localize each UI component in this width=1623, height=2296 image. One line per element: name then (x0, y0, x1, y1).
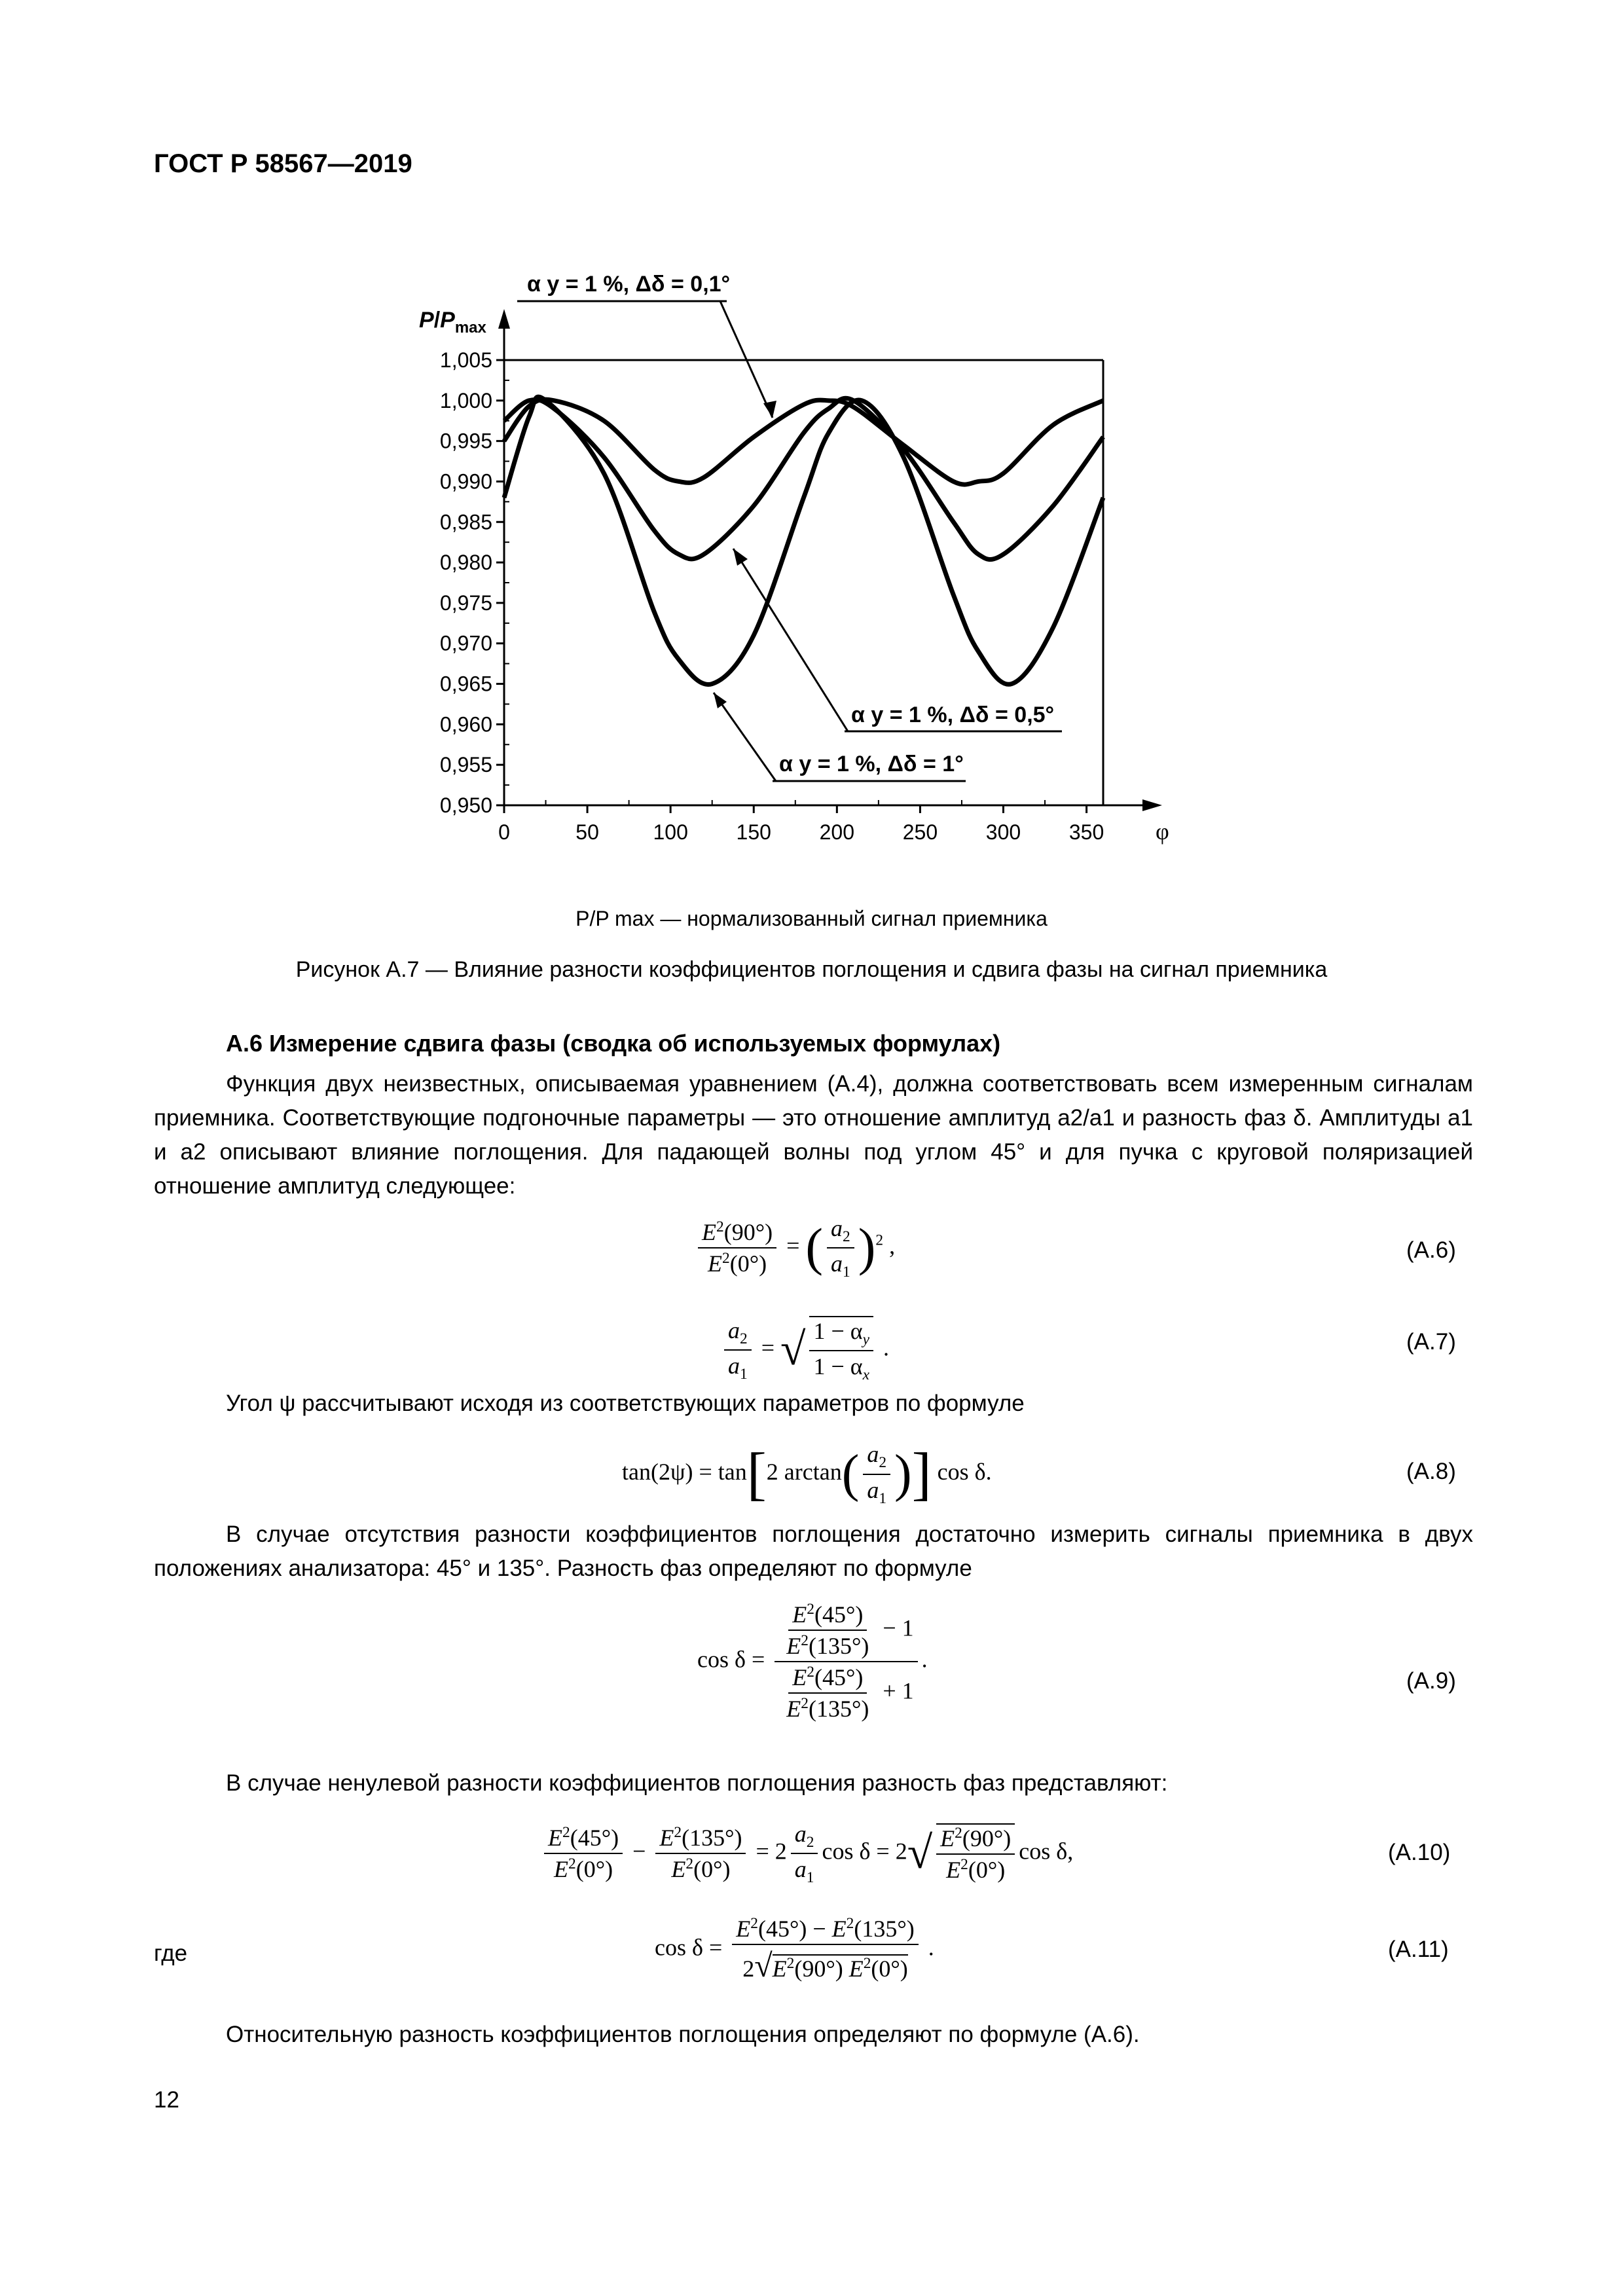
page-number: 12 (154, 2087, 179, 2113)
absorption-phase-chart (393, 275, 1178, 864)
equation-a8: tan(2ψ) = tan[2 arctan( $\frac{a_2}{a_1}$ )] cos δ. (622, 1441, 992, 1507)
annotation-leader-1 (714, 693, 776, 781)
paragraph-relative-difference: Относительную разность коэффициентов поглощения определяют по формуле (А.6). (226, 2022, 1140, 2047)
y-axis-label: $P/P_{max}$ (419, 308, 486, 337)
paragraph-nonzero-difference: В случае ненулевой разности коэффициентов поглощения разность фаз представляют: (226, 1770, 1168, 1796)
y-tick-label: 0,965 (439, 672, 492, 696)
figure-legend-note (0, 907, 1623, 931)
y-tick-label: 0,995 (439, 429, 492, 453)
annotation-arrow-01 (763, 401, 776, 418)
equation-number-a8: (А.8) (1406, 1459, 1456, 1484)
y-tick-label: 0,960 (439, 712, 492, 737)
paragraph-no-absorption-difference: В случае отсутствия разности коэффициентов поглощения достаточно измерить сигналы приемника в двух положениях анализатора: 45° и 135°. Разность фаз определяют по формуле (154, 1522, 1473, 1581)
series-line-3 (504, 397, 1103, 684)
annotation-arrow-1 (714, 693, 727, 708)
x-tick-label: 50 (575, 820, 599, 844)
annotation-arrow-05 (733, 549, 748, 566)
equation-number-a11: (А.11) (1388, 1937, 1449, 1962)
equation-number-a9: (А.9) (1406, 1668, 1456, 1694)
document-header: ГОСТ Р 58567—2019 (154, 149, 412, 178)
equation-number-a7: (А.7) (1406, 1329, 1456, 1355)
figure-note-text: P/P max — нормализованный сигнал приемника (575, 907, 1048, 930)
equation-number-a6: (А.6) (1406, 1237, 1456, 1263)
x-tick-label: 200 (819, 820, 855, 844)
y-tick-label: 1,005 (439, 348, 492, 372)
paragraph-amplitude-ratio: Функция двух неизвестных, описываемая уравнением (А.4), должна соответствовать всем измеренным сигналам приемника. Соответствующие подгоночные параметры — это отношение амплитуд a2/a1 и разность фаз δ. Амплитуды a1 и a2 описывают влияние поглощения. Для падающей волны под углом 45° и для пучка с круговой поляризацией отношение амплитуд следующее: (154, 1071, 1473, 1199)
x-tick-label: 100 (653, 820, 688, 844)
equation-a10: $\frac{E^2(45^\circ)}{E^2(0^\circ)}$ − $\frac{E^2(135^\circ)}{E^2(0^\circ)}$ = 2 $\frac{a_2}{a_1}$ cos δ = 2√ $\frac{E^2(90^\circ)}{E^2(0^\circ)}$ cos δ, (540, 1820, 1073, 1887)
y-tick-label: 0,955 (439, 753, 492, 777)
series-line-2 (504, 398, 1103, 559)
x-axis-arrow (1142, 799, 1162, 811)
paragraph-psi-angle: Угол ψ рассчитывают исходя из соответствующих параметров по формуле (226, 1391, 1025, 1416)
equation-a11: cos δ = $\frac{E^2(45^\circ) - E^2(135^\circ)}{2√E^2(90^\circ) E^2(0^\circ)}$ . (655, 1915, 934, 1984)
x-tick-label: 0 (498, 820, 510, 844)
equation-number-a10: (А.10) (1388, 1840, 1451, 1865)
figure-caption: Рисунок А.7 — Влияние разности коэффициентов поглощения и сдвига фазы на сигнал приемника (295, 957, 1328, 982)
y-tick-label: 0,970 (439, 631, 492, 655)
y-tick-label: 0,950 (439, 793, 492, 817)
x-tick-label: 300 (985, 820, 1021, 844)
x-axis-label: φ (1156, 818, 1169, 845)
x-tick-label: 150 (736, 820, 771, 844)
equation-a9: cos δ = $\frac{E^2(45^\circ)}{E^2(135^\circ)}$ − 1 $\frac{E^2(45^\circ)}{E^2(135^\circ)}$ + 1 . (697, 1601, 928, 1722)
y-tick-label: 0,975 (439, 591, 492, 615)
y-tick-label: 1,000 (439, 388, 492, 412)
x-tick-label: 250 (902, 820, 938, 844)
y-axis-arrow (498, 309, 510, 329)
series-line-1 (504, 399, 1103, 484)
annotation-label-01: α y = 1 %, Δδ = 0,1° (527, 275, 731, 297)
y-tick-label: 0,985 (439, 510, 492, 534)
section-title: А.6 Измерение сдвига фазы (сводка об используемых формулах) (226, 1030, 1001, 1057)
where-label: где (154, 1941, 188, 1966)
y-tick-label: 0,980 (439, 551, 492, 575)
equation-a7: $\frac{a_2}{a_1}$ = √ $\frac{1 - \alpha_y}{1 - \alpha_x}$ . (720, 1316, 889, 1384)
annotation-label-1: α y = 1 %, Δδ = 1° (779, 752, 964, 776)
y-tick-label: 0,990 (439, 469, 492, 494)
x-tick-label: 350 (1068, 820, 1104, 844)
annotation-label-05: α y = 1 %, Δδ = 0,5° (851, 702, 1055, 727)
equation-a6: $\frac{E^2(90^\circ)}{E^2(0^\circ)}$ = ( $\frac{a_2}{a_1}$ )$^2$ , (694, 1214, 895, 1281)
